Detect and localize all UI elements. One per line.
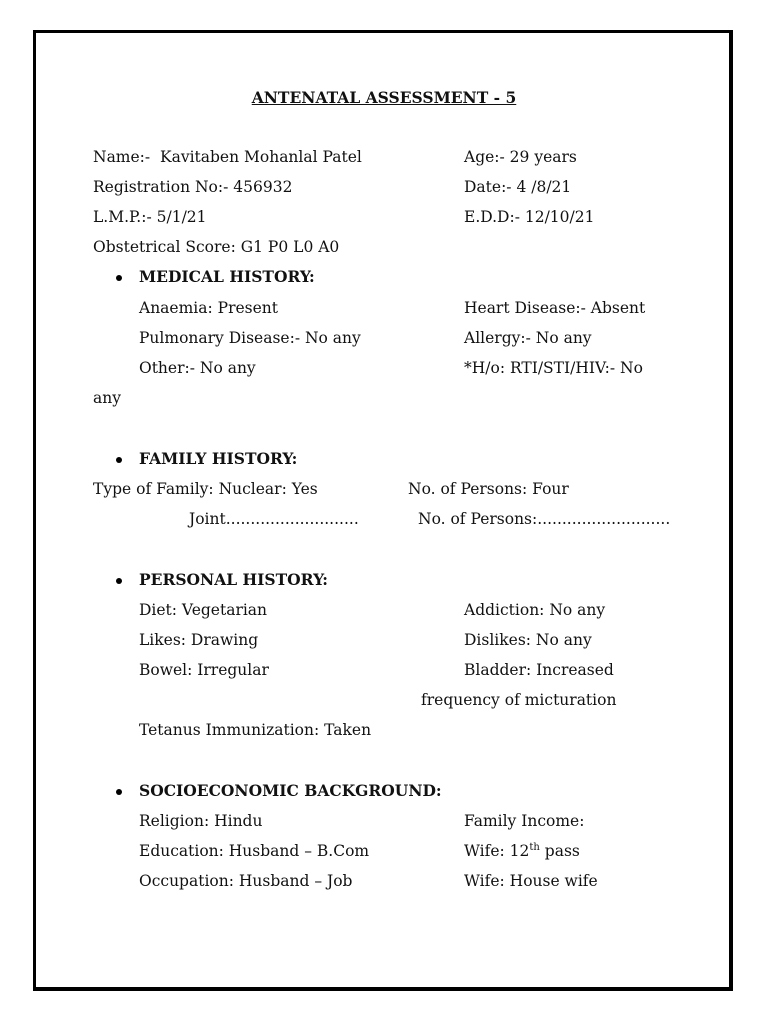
anaemia-field: Anaemia: Present <box>139 299 278 317</box>
family-history-heading: FAMILY HISTORY: <box>139 449 298 468</box>
bullet-icon <box>116 457 122 463</box>
document-title: ANTENATAL ASSESSMENT - 5 <box>251 88 517 107</box>
family-income-field: Family Income: <box>464 812 585 830</box>
obstetrical-value: G1 P0 L0 A0 <box>240 238 340 256</box>
bladder-field-continued: frequency of micturation <box>421 691 617 709</box>
bullet-icon <box>116 275 122 281</box>
persons-nuclear: No. of Persons: Four <box>408 480 569 498</box>
name-label: Name:- <box>93 148 151 166</box>
wife-education-prefix: Wife: 12 <box>464 842 530 860</box>
other-field: Other:- No any <box>139 359 256 377</box>
bladder-field: Bladder: Increased <box>464 661 614 679</box>
persons-joint: No. of Persons:........................... <box>418 510 671 528</box>
religion-field: Religion: Hindu <box>139 812 263 830</box>
wife-occupation-field: Wife: House wife <box>464 872 598 890</box>
wife-education-sup: th <box>529 841 540 853</box>
education-field: Education: Husband – B.Com <box>139 842 370 860</box>
medical-history-heading: MEDICAL HISTORY: <box>139 267 315 286</box>
family-type-nuclear: Type of Family: Nuclear: Yes <box>93 480 318 498</box>
tetanus-field: Tetanus Immunization: Taken <box>139 721 372 739</box>
obstetrical-label: Obstetrical Score: <box>93 238 236 256</box>
name-value: Kavitaben Mohanlal Patel <box>160 148 362 166</box>
heart-disease-field: Heart Disease:- Absent <box>464 299 646 317</box>
date-field: Date:- 4 /8/21 <box>464 178 572 196</box>
age-field: Age:- 29 years <box>464 148 577 166</box>
rti-field-continued: any <box>93 389 121 407</box>
occupation-field: Occupation: Husband – Job <box>139 872 353 890</box>
dislikes-field: Dislikes: No any <box>464 631 592 649</box>
addiction-field: Addiction: No any <box>464 601 606 619</box>
allergy-field: Allergy:- No any <box>464 329 592 347</box>
bullet-icon <box>116 578 122 584</box>
socioeconomic-heading: SOCIOECONOMIC BACKGROUND: <box>139 781 442 800</box>
bowel-field: Bowel: Irregular <box>139 661 269 679</box>
registration-field: Registration No:- 456932 <box>93 178 293 196</box>
rti-field: *H/o: RTI/STI/HIV:- No <box>464 359 643 377</box>
wife-education-suffix: pass <box>539 842 580 860</box>
obstetrical-score-line <box>93 237 339 257</box>
likes-field: Likes: Drawing <box>139 631 259 649</box>
family-type-joint: Joint........................... <box>189 510 359 528</box>
diet-field: Diet: Vegetarian <box>139 601 268 619</box>
name-line <box>93 147 362 167</box>
bullet-icon <box>116 789 122 795</box>
lmp-field: L.M.P.:- 5/1/21 <box>93 208 207 226</box>
pulmonary-field: Pulmonary Disease:- No any <box>139 329 361 347</box>
wife-education-field <box>464 841 580 861</box>
edd-field: E.D.D:- 12/10/21 <box>464 208 595 226</box>
personal-history-heading: PERSONAL HISTORY: <box>139 570 328 589</box>
